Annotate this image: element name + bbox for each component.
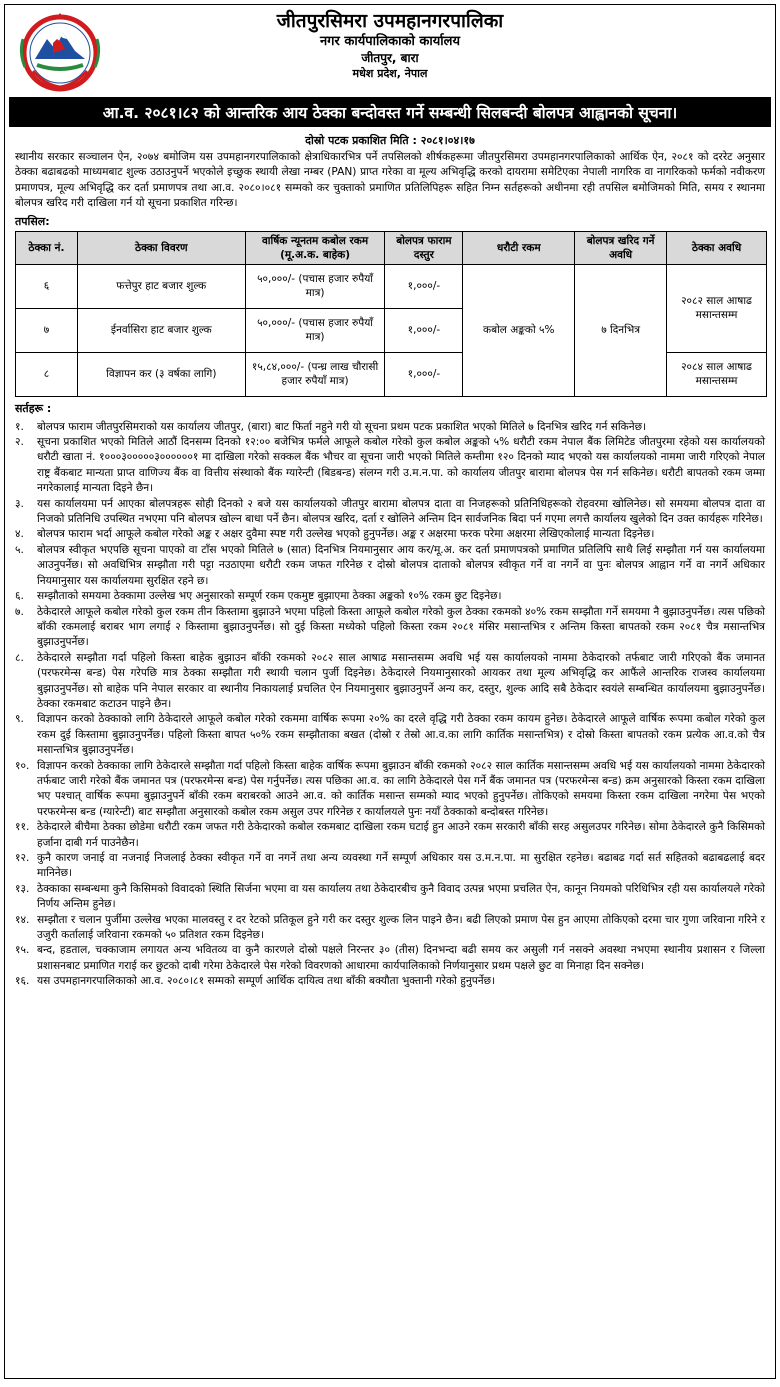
condition-text: यस उपमहानगरपालिकाको आ.व. २०८०।८१ सम्मको सम्पूर्ण आर्थिक दायित्व तथा बाँकी बक्यौता भुक्तानी गरेको हुनुपर्नेछ। xyxy=(37,975,496,988)
column-header: बोलपत्र खरिद गर्ने अवधि xyxy=(575,231,667,264)
condition-number: ४. xyxy=(15,528,24,541)
column-header: बोलपत्र फाराम दस्तुर xyxy=(385,231,463,264)
column-header: ठेक्का नं. xyxy=(16,231,78,264)
condition-item xyxy=(15,974,765,989)
nepal-government-emblem-icon xyxy=(15,9,105,93)
condition-item xyxy=(15,543,765,589)
condition-number: १०. xyxy=(15,759,30,772)
condition-item xyxy=(15,527,765,542)
condition-number: १५. xyxy=(15,944,30,957)
condition-number: २. xyxy=(15,436,24,449)
tapsil-label: तपसिल: xyxy=(15,214,50,228)
contract-number: ६ xyxy=(16,264,78,308)
condition-item xyxy=(15,651,765,713)
header xyxy=(5,5,775,97)
condition-item xyxy=(15,420,765,435)
condition-item xyxy=(15,759,765,821)
office-name: जीतपुरसिमरा उपमहानगरपालिका xyxy=(276,10,504,32)
condition-item xyxy=(15,435,765,497)
condition-text: सूचना प्रकाशित भएको मितिले आठौं दिनसम्म दिनको १२:०० बजेभित्र फर्मले आफूले कबोल गरेको कुल कबोल अङ्कको ५% धरौटी रकम नेपाल बैंक लिमिटेड जीतपुरमा रहेको यस कार्यालयको धरौटी खाता नं. १०००३०००००३००००००१ मा दाखिला गरेको सक्कल बैंक भौचर वा सूचना जारी भएको मितिले कम्तीमा १२० दिनको म्याद भएको यस कार्यालयको नाममा जारी गरिएको नेपाल राष्ट्र बैंकबाट मान्यता प्राप्त वाणिज्य बैंक वा वित्तीय संस्थाको बैंक ग्यारेन्टी (बिडबन्ड) संलग्न गरी उ.म.न.पा. को कार्यालय जीतपुर बारामा बोलपत्र पेस गर्न सकिनेछ। धरौटी बापतको रकम जम्मा नगरेकालाई मान्यता दिइने छैन। xyxy=(37,436,765,495)
conditions-list xyxy=(5,418,775,990)
condition-number: १. xyxy=(15,420,24,433)
condition-number: ५. xyxy=(15,543,24,556)
office-location: जीतपुर, बारा xyxy=(361,51,419,65)
condition-text: विज्ञापन करको ठेक्काको लागि ठेकेदारले आफूले कबोल गरेको रकममा वार्षिक रूपमा २०% का दरले वृद्धि गरी ठेक्का रकम कायम हुनेछ। ठेकेदारले आफूले वार्षिक रूपमा कबोल गरेको कुल रकम दुई किस्तामा बुझाउनुपर्नेछ। पहिलो किस्ता बापत ५०% रकम सम्झौताका बखत (दोस्रो र तेस्रो आ.व.का लागि कार्तिक मसान्तभित्र) र दोस्रो किस्ता बापतको रकम प्रत्येक आ.व.को चैत्र मसान्तभित्र बुझाउनुपर्नेछ। xyxy=(37,713,765,757)
contract-description: विज्ञापन कर (३ वर्षका लागि) xyxy=(77,352,245,396)
deposit-amount: कबोल अङ्कको ५% xyxy=(463,264,575,396)
condition-item xyxy=(15,851,765,882)
condition-item xyxy=(15,913,765,944)
condition-text: बोलपत्र फाराम भर्दा आफूले कबोल गरेको अङ्क र अक्षर दुवैमा स्पष्ट गरी उल्लेख भएको हुनुपर्नेछ। अङ्क र अक्षरमा फरक परेमा अक्षरमा लेखिएकोलाई मान्यता दिइनेछ। xyxy=(37,528,655,541)
condition-number: ११. xyxy=(15,821,30,834)
condition-item xyxy=(15,497,765,528)
office-province: मधेश प्रदेश, नेपाल xyxy=(352,67,428,80)
office-subtitle: नगर कार्यपालिकाको कार्यालय xyxy=(319,34,461,49)
table-row xyxy=(16,264,767,308)
form-fee: १,०००/- xyxy=(385,352,463,396)
contract-amount: ५०,०००/- (पचास हजार रुपैयाँ मात्र) xyxy=(245,264,385,308)
condition-number: ३. xyxy=(15,497,24,510)
contract-table xyxy=(15,231,767,397)
condition-item xyxy=(15,589,765,604)
condition-item xyxy=(15,712,765,758)
contract-description: ईनर्वासिरा हाट बजार शुल्क xyxy=(77,308,245,352)
condition-item xyxy=(15,820,765,851)
condition-text: विज्ञापन करको ठेक्काका लागि ठेकेदारले सम्झौता गर्दा पहिलो किस्ता बाहेक वार्षिक रूपमा बुझाउन बाँकी रकमको २०८२ साल कार्तिक मसान्तसम्म अवधि भई यस कार्यालयको नाममा ठेकेदारको तर्फबाट जारी गरेको बैंक जमानत पत्र (परफरमेन्स बन्ड) पेस गर्नुपर्नेछ। त्यस पछिका आ.व. का लागि ठेकेदारले पेस गर्ने बैंक जमानत पत्र (परफरमेन्स बन्ड) क्रम अनुसारको किस्ता रकम दाखिला भए पश्चात् वार्षिक रूपमा बुझाउनुपर्ने बाँकी रकम बराबरको आउने आ.व. को कार्तिक मसान्त सम्मको म्याद भएको हुनुपर्नेछ। तोकिएको समयमा किस्ता रकम दाखिला नगरेमा पेस भएको परफरमेन्स बन्ड (ग्यारेन्टी) बाट सम्झौता अनुसारको कबोल रकम असुल उपर गरिनेछ र कार्यालयले पुनः नयाँ ठेक्काको बन्दोबस्त गरिनेछ। xyxy=(37,759,765,818)
condition-text: ठेकेदारले आफूले कबोल गरेको कुल रकम तीन किस्तामा बुझाउने भएमा पहिलो किस्ता आफूले कबोल गरेको कुल ठेक्का रकमको ४०% रकम सम्झौता गर्ने समयमा नै बुझाउनुपर्नेछ। त्यस पछिको बाँकी रकमलाई बराबर भाग लगाई २ किस्तामा बुझाउनुपर्नेछ। सो दुई किस्ता मध्येको पहिलो किस्ता रकम २०८१ मंसिर मसान्तभित्र र अन्तिम किस्ता बापतको रकम २०८१ चैत्र मसान्तभित्र बुझाउनुपर्नेछ। xyxy=(37,605,765,649)
condition-text: सम्झौताको समयमा ठेक्कामा उल्लेख भए अनुसारको सम्पूर्ण रकम एकमुष्ट बुझाएमा ठेक्का अङ्कको १०% रकम छुट दिइनेछ। xyxy=(37,590,502,603)
column-header: वार्षिक न्यूनतम कबोल रकम (मू.अ.क. बाहेक) xyxy=(245,231,385,264)
condition-number: ६. xyxy=(15,590,24,603)
condition-text: ठेकेदारले बीचैमा ठेक्का छोडेमा धरौटी रकम जफत गरी ठेकेदारको कबोल रकमबाट दाखिला रकम घटाई हुन आउने रकम सरकारी बाँकी सरह असुलउपर गरिनेछ। सोमा ठेकेदारले कुनै किसिमको हर्जाना दाबी गर्न पाउनेछैन। xyxy=(37,821,765,849)
condition-text: यस कार्यालयमा पर्न आएका बोलपत्रहरू सोही दिनको २ बजे यस कार्यालयको जीतपुर बारामा बोलपत्र दाता वा निजहरूको प्रतिनिधिहरूको रोहवरमा खोलिनेछ। सो समयमा बोलपत्र दाता वा निजको प्रतिनिधि उपस्थित नभएमा पनि बोलपत्र खोल्न बाधा पर्ने छैन। बोलपत्र खरिद, दर्ता र खोलिने अन्तिम दिन सार्वजनिक बिदा पर्न गएमा लगत्तै कार्यालय खुलेको दिन उक्त कार्यहरू गरिनेछ। xyxy=(37,497,765,526)
condition-number: ८. xyxy=(15,651,24,664)
condition-number: १४. xyxy=(15,913,30,926)
condition-number: १२. xyxy=(15,852,30,864)
condition-number: ७. xyxy=(15,605,24,618)
conditions-label: सर्तहरू : xyxy=(15,401,52,415)
publication-date: दोस्रो पटक प्रकाशित मिति : २०८१।०४।१७ xyxy=(305,134,475,147)
condition-text: ठेकेदारले सम्झौता गर्दा पहिलो किस्ता बाहेक बुझाउन बाँकी रकमको २०८२ साल आषाढ मसान्तसम्म अवधि भई यस कार्यालयको नाममा ठेकेदारको तर्फबाट जारी गरिएको बैंक जमानत (परफरमेन्स बन्ड) पेस गरेपछि मात्र ठेक्का सम्झौता गरी स्थायी चलान पुर्जी दिइनेछ। ठेकेदारले नियमानुसारको आयकर तथा मूल्य अभिवृद्धि कर आफैंले आन्तरिक राजस्व कार्यालयमा बुझाउनुपर्नेछ। सो बाहेक पनि नेपाल सरकार वा स्थानीय निकायलाई प्रचलित ऐन नियमानुसार बुझाउनुपर्ने अन्य कर, दस्तुर, शुल्क आदि सबै ठेकेदार स्वयंले सम्बन्धित कार्यालयमा बुझाउनुपर्नेछ। ठेक्का रकमबाट कटाउन पाइने छैन। xyxy=(37,651,765,710)
condition-number: १३. xyxy=(15,882,30,895)
contract-number: ८ xyxy=(16,352,78,396)
contract-description: फत्तेपुर हाट बजार शुल्क xyxy=(77,264,245,308)
contract-period: २०८२ साल आषाढ मसान्तसम्म xyxy=(667,264,767,352)
contract-amount: १५,८४,०००/- (पन्ध्र लाख चौरासी हजार रुपैयाँ मात्र) xyxy=(245,352,385,396)
condition-text: बोलपत्र स्वीकृत भएपछि सूचना पाएको वा टाँस भएको मितिले ७ (सात) दिनभित्र नियमानुसार आय कर/मू.अ. कर दर्ता प्रमाणपत्रको प्रमाणित प्रतिलिपि साथै लिई सम्झौता गर्न यस कार्यालयमा आउनुपर्नेछ। सो अवधिभित्र सम्झौता गरी पट्टा नउठाएमा धरौटी रकम जफत गरिनेछ र दोस्रो बोलपत्र दाताको बोलपत्र स्वीकृत गर्ने वा नगर्ने वा पुनः बोलपत्र आह्वान गर्ने वा नगर्ने अधिकार नियमानुसार यस कार्यालयमा सुरक्षित रहने छ। xyxy=(37,543,765,587)
purchase-period: ७ दिनभित्र xyxy=(575,264,667,396)
table-header-row xyxy=(16,231,767,264)
notice-title: आ.व. २०८१।८२ को आन्तरिक आय ठेक्का बन्दोवस्त गर्ने सम्बन्धी सिलबन्दी बोलपत्र आह्वानको सूचना। xyxy=(9,97,771,127)
form-fee: १,०००/- xyxy=(385,308,463,352)
form-fee: १,०००/- xyxy=(385,264,463,308)
column-header: धरौटी रकम xyxy=(463,231,575,264)
column-header: ठेक्का अवधि xyxy=(667,231,767,264)
condition-text: बोलपत्र फाराम जीतपुरसिमराको यस कार्यालय जीतपुर, (बारा) बाट फिर्ता नहुने गरी यो सूचना प्रथम पटक प्रकाशित भएको मितिले ७ दिनभित्र खरिद गर्न सकिनेछ। xyxy=(37,420,647,433)
contract-period: २०८४ साल आषाढ मसान्तसम्म xyxy=(667,352,767,396)
contract-number: ७ xyxy=(16,308,78,352)
condition-item xyxy=(15,882,765,913)
condition-item xyxy=(15,605,765,651)
condition-text: सम्झौता र चलान पुर्जीमा उल्लेख भएका मालवस्तु र दर रेटको प्रतिकूल हुने गरी कर दस्तुर शुल्क लिन पाइने छैन। बढी लिएको प्रमाण पेस हुन आएमा तोकिएको दरमा चार गुणा जरिवाना गरिने र उजुरी कर्तालाई जरिवाना रकमको ५० प्रतिशत रकम दिइनेछ। xyxy=(37,913,765,942)
notice-page xyxy=(4,4,776,1379)
condition-number: ९. xyxy=(15,713,24,726)
condition-text: बन्द, हडताल, चक्काजाम लगायत अन्य भवितव्य वा कुनै कारणले दोस्रो पक्षले निरन्तर ३० (तीस) दिनभन्दा बढी समय कर असुली गर्न नसक्ने अवस्था नभएमा स्थानीय प्रशासन र जिल्ला प्रशासनबाट प्रमाणित गराई कर छुटको दाबी गरेमा ठेकेदारले पेस गरेको विवरणको आधारमा कार्यपालिकाको निर्णयानुसार प्रथम पक्षले छुट वा मिनाहा दिन सक्नेछ। xyxy=(37,944,765,972)
condition-text: कुनै कारण जनाई वा नजनाई निजलाई ठेक्का स्वीकृत गर्ने वा नगर्ने तथा अन्य व्यवस्था गर्ने सम्पूर्ण अधिकार यस उ.म.न.पा. मा सुरक्षित रहनेछ। बढाबढ गर्दा सर्त सहितको बढाबढलाई बदर मानिनेछ। xyxy=(37,852,765,880)
condition-number: १६. xyxy=(15,975,30,988)
intro-paragraph: स्थानीय सरकार सञ्चालन ऐन, २०७४ बमोजिम यस उपमहानगरपालिकाको क्षेत्राधिकारभित्र पर्ने तपसिलको शीर्षकहरूमा जीतपुरसिमरा उपमहानगरपालिकाको आर्थिक ऐन, २०८१ को दररेट अनुसार ठेक्का बढाबढको माध्यमबाट शुल्क उठाउनुपर्ने भएकोले इच्छुक स्थायी लेखा नम्बर (PAN) प्राप्त गरेका वा मूल्य अभिवृद्धि करको दायरामा समेटिएका नेपाली नागरिक वा नागरिकको फर्मको नवीकरण प्रमाणपत्र, मूल्य अभिवृद्धि कर दर्ता प्रमाणपत्र तथा आ.व. २०८०।०८१ सम्मको कर चुक्ताको प्रमाणित प्रतिलिपिहरू सहित निम्न सर्तहरूको अधीनमा रही तपसिल बमोजिमको मिति, समय र स्थानमा बोलपत्र खरिद गरी दाखिला गर्न यो सूचना प्रकाशित गरिन्छ। xyxy=(15,151,765,210)
column-header: ठेक्का विवरण xyxy=(77,231,245,264)
contract-amount: ५०,०००/- (पचास हजार रुपैयाँ मात्र) xyxy=(245,308,385,352)
condition-item xyxy=(15,943,765,974)
condition-text: ठेक्काका सम्बन्धमा कुनै किसिमको विवादको स्थिति सिर्जना भएमा वा यस कार्यालय तथा ठेकेदारबीच कुनै विवाद उत्पन्न भएमा प्रचलित ऐन, कानून नियमको परिधिभित्र रही यस कार्यालयले गरेको निर्णय अन्तिम हुनेछ। xyxy=(37,882,765,911)
